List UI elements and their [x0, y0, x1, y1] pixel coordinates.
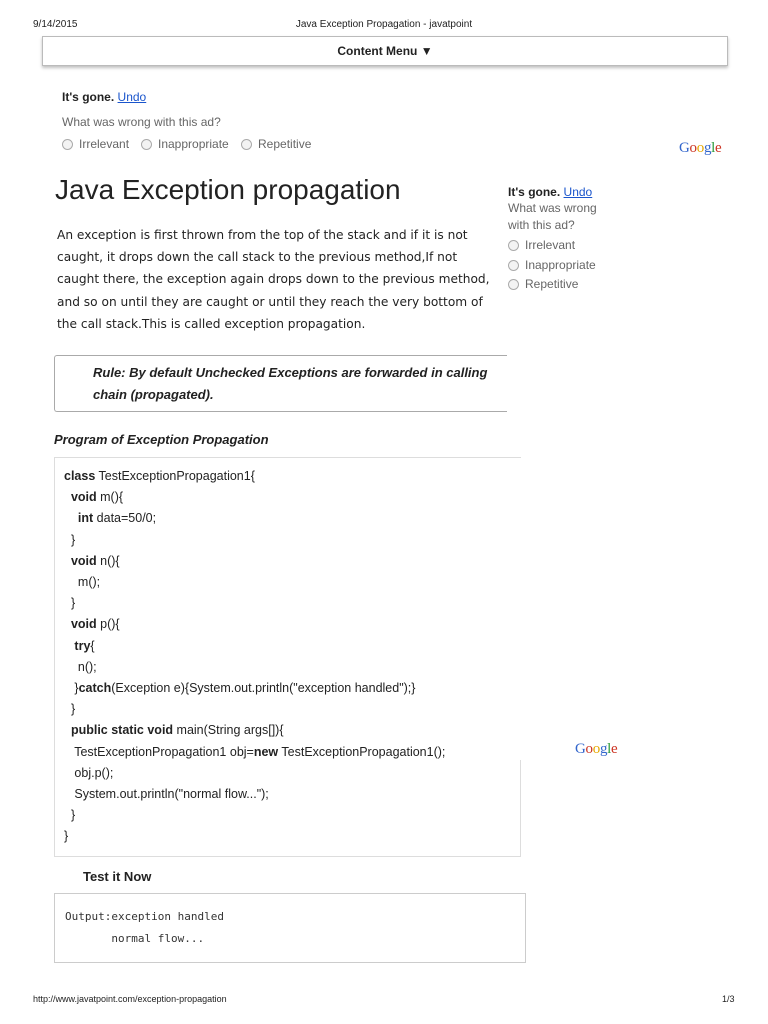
radio-circle[interactable]	[241, 139, 252, 150]
print-date: 9/14/2015	[33, 19, 78, 30]
radio-label: Repetitive	[258, 137, 312, 151]
footer-page-number: 1/3	[722, 994, 735, 1004]
ad-gone-label: It's gone.	[62, 90, 115, 104]
ad-gone-label: It's gone.	[508, 185, 561, 199]
code-keyword: new	[253, 744, 279, 759]
code-keyword: void	[70, 490, 97, 505]
code-keyword: int	[77, 511, 94, 526]
code-line: }	[70, 702, 76, 717]
rule-text	[93, 362, 503, 406]
google-logo: Google	[575, 741, 618, 757]
rule-line: Rule: By default Unchecked Exceptions are forwarded in calling	[93, 365, 488, 380]
radio-label: Repetitive	[525, 277, 579, 291]
code-keyword: try	[74, 638, 91, 653]
code-keyword: void	[70, 617, 97, 632]
code-keyword: void	[70, 553, 97, 568]
code-line: try{	[74, 638, 95, 653]
page-title: Java Exception propagation	[55, 174, 401, 205]
radio-circle[interactable]	[62, 139, 73, 150]
ad-feedback-question: What was wrong with this ad?	[62, 115, 221, 129]
code-line: }	[70, 808, 76, 823]
test-it-now-button[interactable]: Test it Now	[83, 869, 152, 884]
radio-circle[interactable]	[508, 279, 519, 290]
code-line: }	[70, 532, 76, 547]
code-keyword: public static void	[70, 723, 174, 738]
intro-paragraph	[57, 224, 502, 335]
radio-repetitive[interactable]	[241, 137, 311, 151]
code-block-edge	[520, 760, 521, 856]
code-line: }	[64, 829, 69, 844]
code-line: }	[70, 596, 76, 611]
code-line: public static void main(String args[]){	[70, 723, 284, 738]
radio-inappropriate[interactable]	[141, 137, 229, 151]
radio-label: Irrelevant	[525, 238, 576, 252]
ad-gone-notice-side	[508, 185, 592, 199]
radio-repetitive[interactable]	[508, 277, 578, 291]
paragraph-line: caught, it drops down the call stack to the previous method,If not	[57, 250, 458, 265]
radio-label: Inappropriate	[525, 258, 596, 272]
undo-link[interactable]: Undo	[563, 185, 593, 199]
ad-gone-notice-top	[62, 90, 146, 104]
code-lines	[64, 466, 445, 848]
code-keyword: catch	[78, 681, 112, 696]
code-keyword: class	[64, 469, 96, 483]
code-line: void p(){	[70, 617, 120, 632]
content-menu-button[interactable]	[42, 36, 728, 66]
paragraph-line: and so on until they are caught or until they reach the very bottom of	[57, 294, 483, 309]
code-line: int data=50/0;	[77, 511, 157, 526]
rule-line: chain (propagated).	[93, 387, 214, 402]
ad-feedback-question-line2: with this ad?	[508, 218, 575, 232]
radio-inappropriate[interactable]	[508, 258, 596, 272]
radio-irrelevant[interactable]	[508, 238, 575, 252]
google-logo: Google	[679, 140, 722, 156]
radio-label: Inappropriate	[158, 137, 229, 151]
code-line: System.out.println("normal flow...");	[74, 787, 269, 802]
paragraph-line: An exception is first thrown from the top of the stack and if it is not	[57, 228, 468, 242]
print-page-title: Java Exception Propagation - javatpoint	[295, 19, 473, 30]
output-line: normal flow...	[65, 932, 205, 945]
output-line: Output:exception handled	[65, 910, 224, 923]
code-line: obj.p();	[74, 765, 114, 780]
radio-circle[interactable]	[141, 139, 152, 150]
content-menu-label: Content Menu ▼	[337, 44, 433, 58]
ad-feedback-question-line1: What was wrong	[508, 201, 597, 215]
program-heading: Program of Exception Propagation	[54, 432, 269, 447]
radio-irrelevant[interactable]	[62, 137, 129, 151]
code-line: TestExceptionPropagation1 obj=new TestExceptionPropagation1();	[74, 744, 446, 759]
code-line: class TestExceptionPropagation1{	[64, 469, 255, 483]
code-line: }catch(Exception e){System.out.println("exception handled");}	[74, 681, 416, 696]
undo-link[interactable]: Undo	[117, 90, 147, 104]
radio-circle[interactable]	[508, 240, 519, 251]
radio-label: Irrelevant	[79, 137, 130, 151]
code-line: m();	[77, 575, 101, 590]
radio-circle[interactable]	[508, 260, 519, 271]
code-line: void m(){	[70, 490, 124, 505]
code-line: n();	[77, 659, 97, 674]
footer-url: http://www.javatpoint.com/exception-propagation	[33, 994, 227, 1004]
output-box	[54, 893, 526, 963]
paragraph-line: the call stack.This is called exception propagation.	[57, 316, 366, 331]
code-line: void n(){	[70, 553, 120, 568]
paragraph-line: caught there, the exception again drops down to the previous method,	[57, 272, 490, 287]
